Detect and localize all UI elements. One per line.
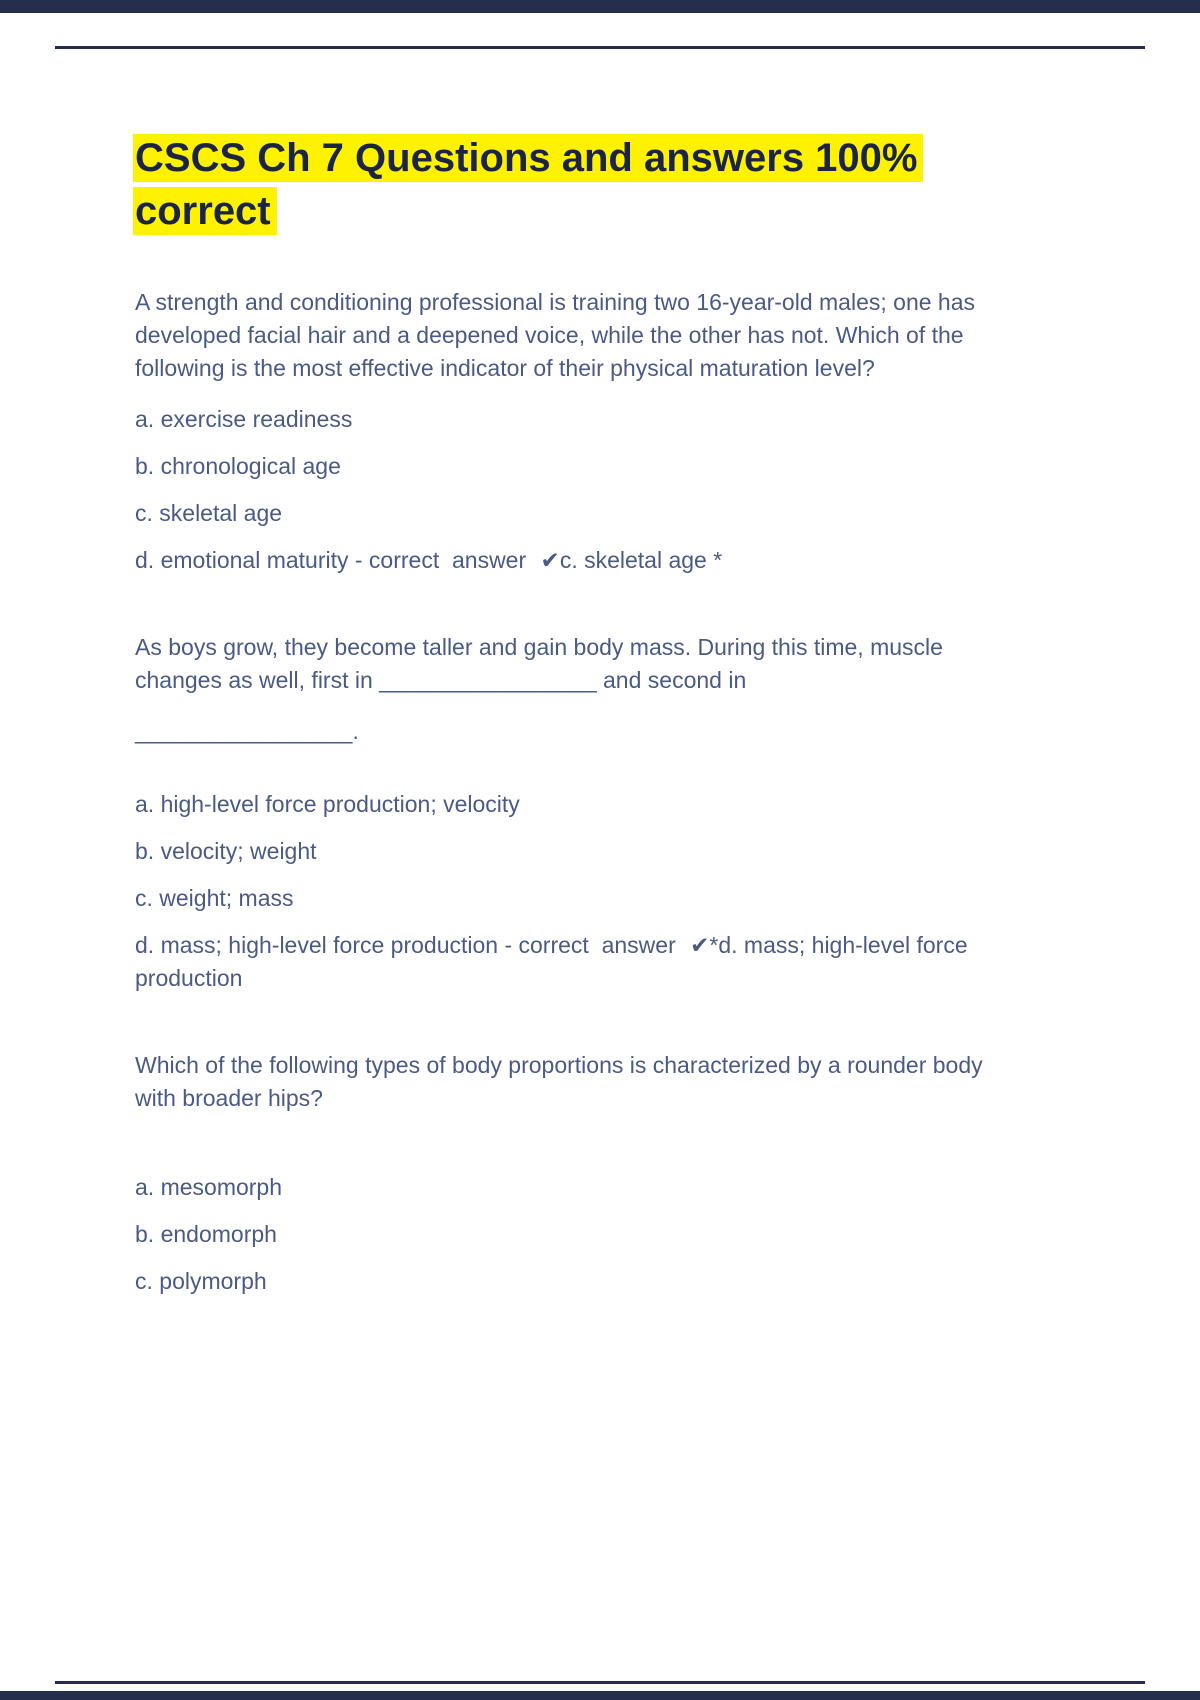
document-page xyxy=(135,132,1007,1312)
question-text: Which of the following types of body proportions is characterized by a rounder body with broader hips? xyxy=(135,1052,990,1111)
top-border-bar xyxy=(0,0,1200,13)
question-blank-line: _________________. xyxy=(135,718,359,744)
correct-answer-text: c. skeletal age * xyxy=(559,547,723,573)
spacer xyxy=(135,1133,1007,1171)
question-text: A strength and conditioning professional is training two 16-year-old males; one has developed facial hair and a deepened voice, while the other has not. Which of the following is the most effective indicator of their physical maturation level? xyxy=(135,289,982,381)
page-title xyxy=(135,132,1007,238)
option-d-text: d. mass; high-level force production - correct answer xyxy=(135,932,683,958)
checkmark-icon: ✔ xyxy=(540,547,560,573)
option-a: a. exercise readiness xyxy=(135,406,353,432)
option-a: a. high-level force production; velocity xyxy=(135,791,520,817)
top-divider-line xyxy=(55,46,1145,49)
question-block-1 xyxy=(135,286,1007,577)
correct-answer-text: *d. mass; high-level force production xyxy=(135,932,975,991)
question-block-2 xyxy=(135,631,1007,995)
option-a: a. mesomorph xyxy=(135,1174,283,1200)
question-block-3 xyxy=(135,1049,1007,1298)
option-b: b. velocity; weight xyxy=(135,838,317,864)
option-d-text: d. emotional maturity - correct answer xyxy=(135,547,533,573)
bottom-border-bar xyxy=(0,1691,1200,1700)
question-text: As boys grow, they become taller and gain body mass. During this time, muscle changes as well, first in _________________ and second in xyxy=(135,634,950,693)
answer-line xyxy=(135,544,1007,577)
option-c: c. weight; mass xyxy=(135,885,294,911)
checkmark-icon: ✔ xyxy=(690,932,710,958)
option-c: c. polymorph xyxy=(135,1268,267,1294)
answer-line xyxy=(135,929,1007,995)
option-b: b. chronological age xyxy=(135,453,341,479)
bottom-divider-line xyxy=(55,1681,1145,1684)
option-b: b. endomorph xyxy=(135,1221,277,1247)
option-c: c. skeletal age xyxy=(135,500,283,526)
page-title-highlight: CSCS Ch 7 Questions and answers 100% correct xyxy=(133,134,923,235)
